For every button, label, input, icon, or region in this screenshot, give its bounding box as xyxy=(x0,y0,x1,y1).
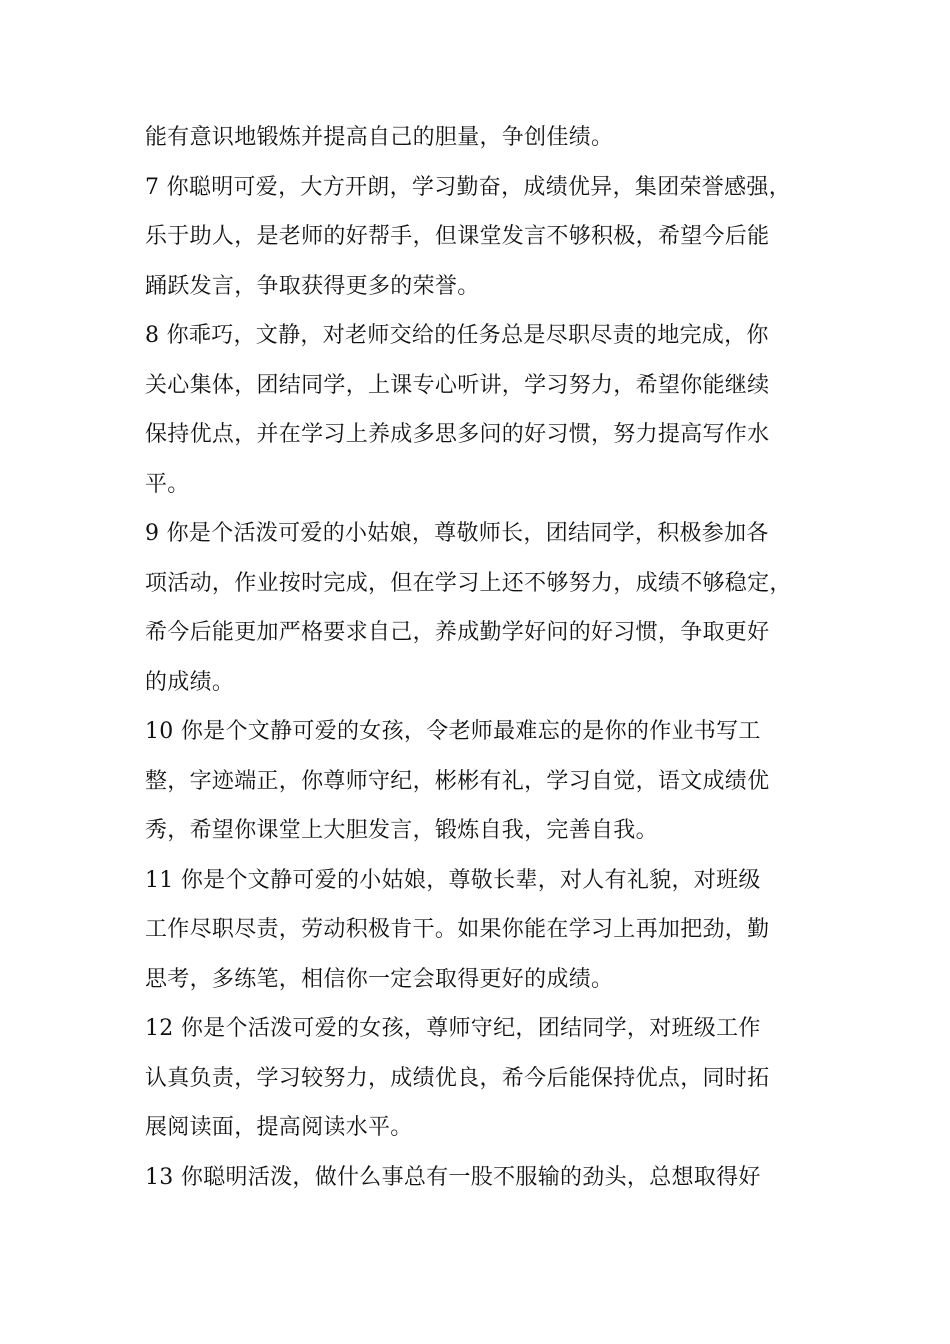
text-line: 的成绩。 xyxy=(145,669,235,695)
text-line: 项活动，作业按时完成，但在学习上还不够努力，成绩不够稳定， xyxy=(145,570,792,596)
text-line: 踊跃发言，争取获得更多的荣誉。 xyxy=(145,273,480,299)
text-line: 7 你聪明可爱，大方开朗，学习勤奋，成绩优异，集团荣誉感强， xyxy=(145,174,791,200)
text-line: 8 你乖巧，文静，对老师交给的任务总是尽职尽责的地完成，你 xyxy=(145,323,769,348)
text-line: 认真负责，学习较努力，成绩优良，希今后能保持优点，同时拓 xyxy=(145,1065,770,1091)
document-body xyxy=(145,113,810,1202)
text-line: 乐于助人，是老师的好帮手，但课堂发言不够积极，希望今后能 xyxy=(145,224,770,249)
text-line: 10 你是个文静可爱的女孩，令老师最难忘的是你的作业书写工 xyxy=(145,719,761,744)
text-line: 保持优点，并在学习上养成多思多问的好习惯，努力提高写作水 xyxy=(145,422,770,447)
text-line: 12 你是个活泼可爱的女孩，尊师守纪，团结同学，对班级工作 xyxy=(145,1016,761,1041)
text-line: 9 你是个活泼可爱的小姑娘，尊敬师长，团结同学，积极参加各 xyxy=(145,521,769,546)
text-line: 展阅读面，提高阅读水平。 xyxy=(145,1115,413,1140)
text-line: 能有意识地锻炼并提高自己的胆量，争创佳绩。 xyxy=(145,125,614,150)
text-line: 11 你是个文静可爱的小姑娘，尊敬长辈，对人有礼貌，对班级 xyxy=(145,867,761,893)
text-line: 13 你聪明活泼，做什么事总有一股不服输的劲头，总想取得好 xyxy=(145,1164,761,1190)
text-line: 思考，多练笔，相信你一定会取得更好的成绩。 xyxy=(145,966,614,992)
text-line: 关心集体，团结同学，上课专心听讲，学习努力，希望你能继续 xyxy=(145,372,770,398)
text-line: 整，字迹端正，你尊师守纪，彬彬有礼，学习自觉，语文成绩优 xyxy=(145,768,770,794)
text-line: 工作尽职尽责，劳动积极肯干。如果你能在学习上再加把劲，勤 xyxy=(145,917,770,942)
text-line: 秀，希望你课堂上大胆发言，锻炼自我，完善自我。 xyxy=(145,818,658,843)
text-line: 希今后能更加严格要求自己，养成勤学好问的好习惯，争取更好 xyxy=(145,620,770,645)
text-line: 平。 xyxy=(145,471,190,497)
